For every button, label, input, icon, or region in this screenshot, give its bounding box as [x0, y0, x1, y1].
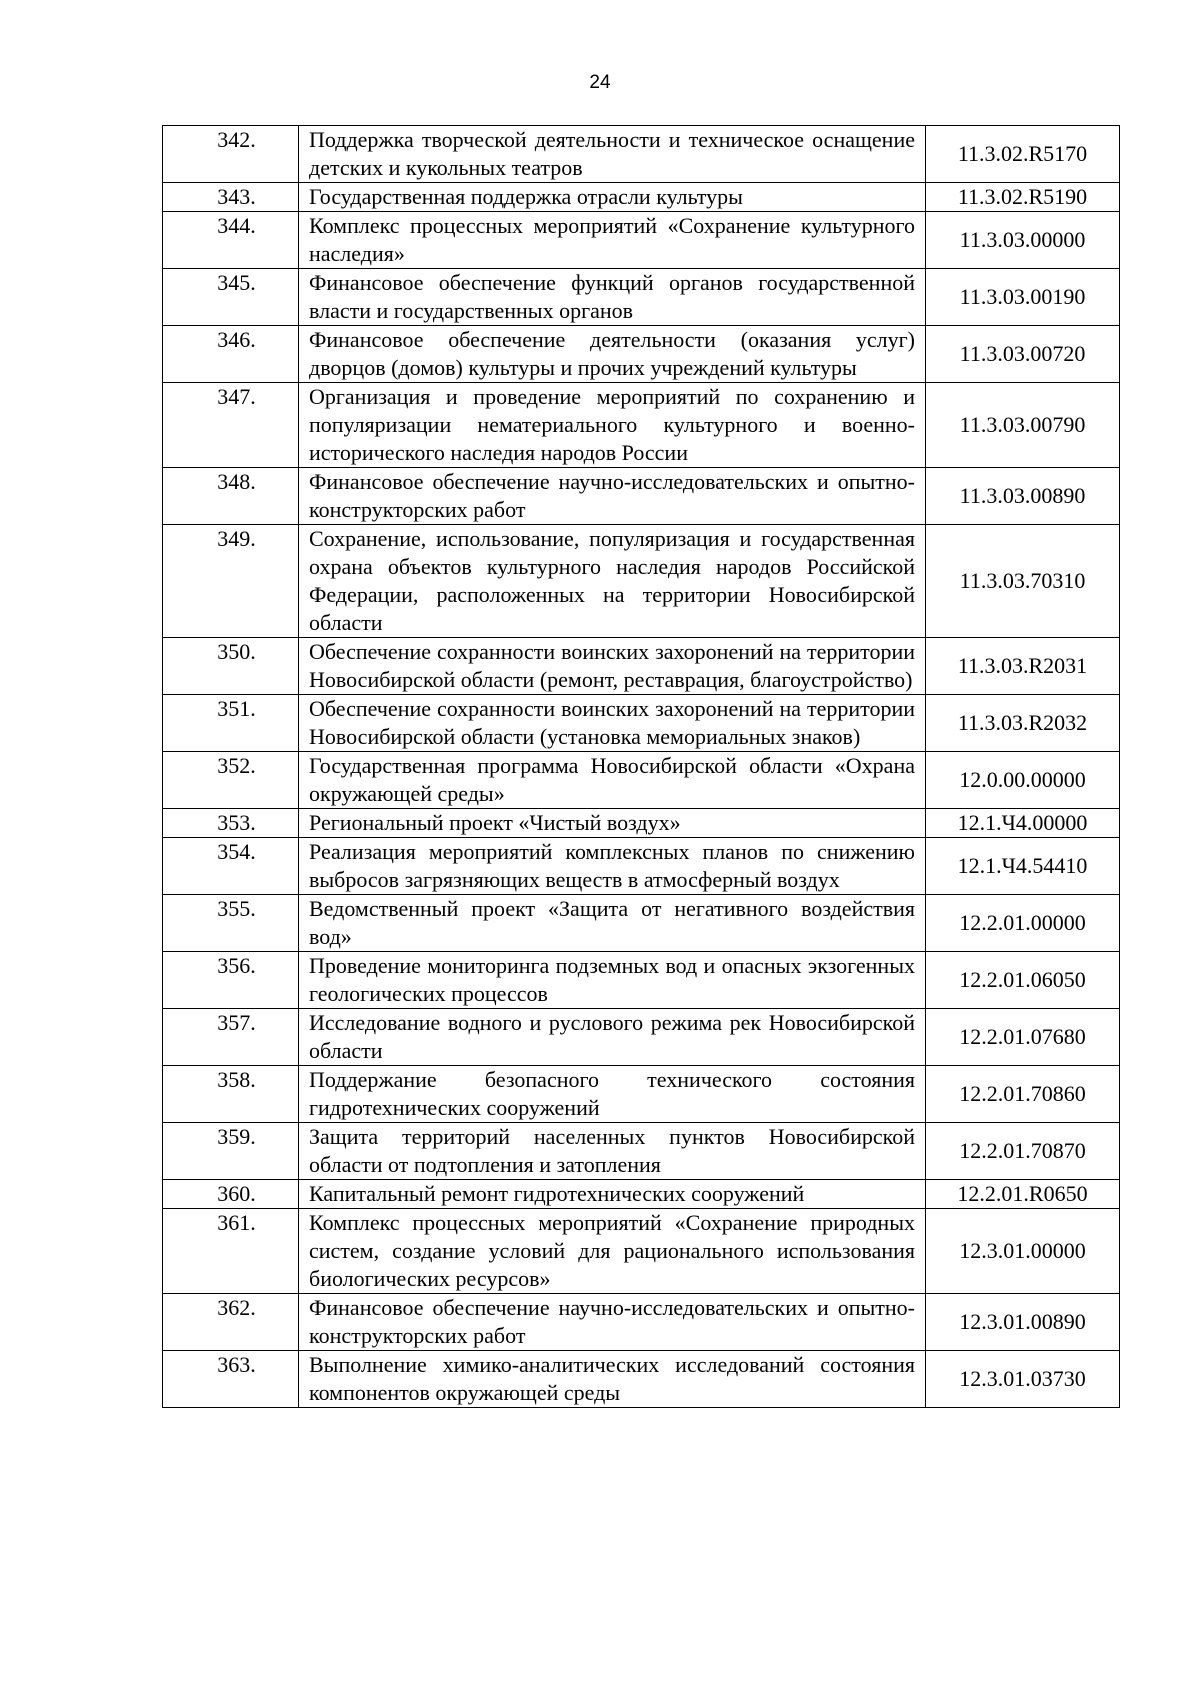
row-title: Сохранение, использование, популяризация и государственная охрана объектов культурного наследия народов Российской Федерации, расположенных на территории Новосибирской области: [299, 525, 926, 638]
row-title: Обеспечение сохранности воинских захоронений на территории Новосибирской области (ремонт, реставрация, благоустройство): [299, 638, 926, 695]
row-title: Финансовое обеспечение деятельности (оказания услуг) дворцов (домов) культуры и прочих учреждений культуры: [299, 326, 926, 383]
table-row: [163, 1009, 1120, 1066]
row-number: 361.: [163, 1209, 299, 1294]
row-code: 11.3.03.00790: [926, 383, 1120, 468]
row-code: 12.3.01.03730: [926, 1351, 1120, 1408]
row-number: 343.: [163, 183, 299, 212]
table-row: [163, 1123, 1120, 1180]
row-number: 342.: [163, 126, 299, 183]
row-number: 358.: [163, 1066, 299, 1123]
row-number: 349.: [163, 525, 299, 638]
row-code: 11.3.03.00890: [926, 468, 1120, 525]
table-row: [163, 269, 1120, 326]
table-row: [163, 895, 1120, 952]
budget-classification-table: [162, 125, 1120, 1408]
row-code: 12.2.01.70870: [926, 1123, 1120, 1180]
row-title: Капитальный ремонт гидротехнических сооружений: [299, 1180, 926, 1209]
table-row: [163, 1209, 1120, 1294]
row-number: 355.: [163, 895, 299, 952]
row-title: Комплекс процессных мероприятий «Сохранение культурного наследия»: [299, 212, 926, 269]
row-title: Поддержание безопасного технического состояния гидротехнических сооружений: [299, 1066, 926, 1123]
row-title: Финансовое обеспечение функций органов государственной власти и государственных органов: [299, 269, 926, 326]
row-title: Защита территорий населенных пунктов Новосибирской области от подтопления и затопления: [299, 1123, 926, 1180]
row-code: 11.3.03.00190: [926, 269, 1120, 326]
row-code: 11.3.03.70310: [926, 525, 1120, 638]
row-code: 11.3.03.R2031: [926, 638, 1120, 695]
row-code: 12.2.01.06050: [926, 952, 1120, 1009]
table-row: [163, 695, 1120, 752]
row-title: Исследование водного и руслового режима рек Новосибирской области: [299, 1009, 926, 1066]
table-row: [163, 383, 1120, 468]
row-number: 362.: [163, 1294, 299, 1351]
row-code: 12.2.01.70860: [926, 1066, 1120, 1123]
row-code: 12.2.01.00000: [926, 895, 1120, 952]
row-title: Ведомственный проект «Защита от негативного воздействия вод»: [299, 895, 926, 952]
row-title: Финансовое обеспечение научно-исследовательских и опытно-конструкторских работ: [299, 1294, 926, 1351]
row-number: 360.: [163, 1180, 299, 1209]
row-number: 347.: [163, 383, 299, 468]
row-title: Реализация мероприятий комплексных планов по снижению выбросов загрязняющих веществ в атмосферный воздух: [299, 838, 926, 895]
row-number: 346.: [163, 326, 299, 383]
row-number: 354.: [163, 838, 299, 895]
row-number: 345.: [163, 269, 299, 326]
row-number: 344.: [163, 212, 299, 269]
table-row: [163, 952, 1120, 1009]
table-row: [163, 525, 1120, 638]
row-number: 353.: [163, 809, 299, 838]
row-number: 359.: [163, 1123, 299, 1180]
row-title: Проведение мониторинга подземных вод и опасных экзогенных геологических процессов: [299, 952, 926, 1009]
row-code: 11.3.03.00720: [926, 326, 1120, 383]
row-code: 12.3.01.00000: [926, 1209, 1120, 1294]
row-title: Поддержка творческой деятельности и техническое оснащение детских и кукольных театров: [299, 126, 926, 183]
table-body: [163, 126, 1120, 1408]
row-title: Комплекс процессных мероприятий «Сохранение природных систем, создание условий для рационального использования биологических ресурсов»: [299, 1209, 926, 1294]
table-row: [163, 326, 1120, 383]
table-row: [163, 1294, 1120, 1351]
table-row: [163, 838, 1120, 895]
table-row: [163, 752, 1120, 809]
table-row: [163, 468, 1120, 525]
row-code: 12.1.Ч4.54410: [926, 838, 1120, 895]
page-number: 24: [589, 72, 611, 93]
table-row: [163, 809, 1120, 838]
row-number: 350.: [163, 638, 299, 695]
table-row: [163, 212, 1120, 269]
row-number: 352.: [163, 752, 299, 809]
row-code: 12.3.01.00890: [926, 1294, 1120, 1351]
table-row: [163, 126, 1120, 183]
table-row: [163, 638, 1120, 695]
row-code: 12.0.00.00000: [926, 752, 1120, 809]
row-title: Обеспечение сохранности воинских захоронений на территории Новосибирской области (установка мемориальных знаков): [299, 695, 926, 752]
row-number: 356.: [163, 952, 299, 1009]
row-code: 11.3.03.00000: [926, 212, 1120, 269]
table-row: [163, 1066, 1120, 1123]
table-row: [163, 183, 1120, 212]
row-number: 357.: [163, 1009, 299, 1066]
row-number: 348.: [163, 468, 299, 525]
row-title: Финансовое обеспечение научно-исследовательских и опытно-конструкторских работ: [299, 468, 926, 525]
row-title: Региональный проект «Чистый воздух»: [299, 809, 926, 838]
row-title: Государственная программа Новосибирской области «Охрана окружающей среды»: [299, 752, 926, 809]
table-row: [163, 1180, 1120, 1209]
row-code: 12.2.01.07680: [926, 1009, 1120, 1066]
table-row: [163, 1351, 1120, 1408]
row-number: 351.: [163, 695, 299, 752]
row-code: 12.2.01.R0650: [926, 1180, 1120, 1209]
row-code: 11.3.02.R5190: [926, 183, 1120, 212]
row-code: 11.3.02.R5170: [926, 126, 1120, 183]
row-code: 11.3.03.R2032: [926, 695, 1120, 752]
row-title: Организация и проведение мероприятий по сохранению и популяризации нематериального культурного и военно-исторического наследия народов России: [299, 383, 926, 468]
row-title: Государственная поддержка отрасли культуры: [299, 183, 926, 212]
row-title: Выполнение химико-аналитических исследований состояния компонентов окружающей среды: [299, 1351, 926, 1408]
row-number: 363.: [163, 1351, 299, 1408]
row-code: 12.1.Ч4.00000: [926, 809, 1120, 838]
